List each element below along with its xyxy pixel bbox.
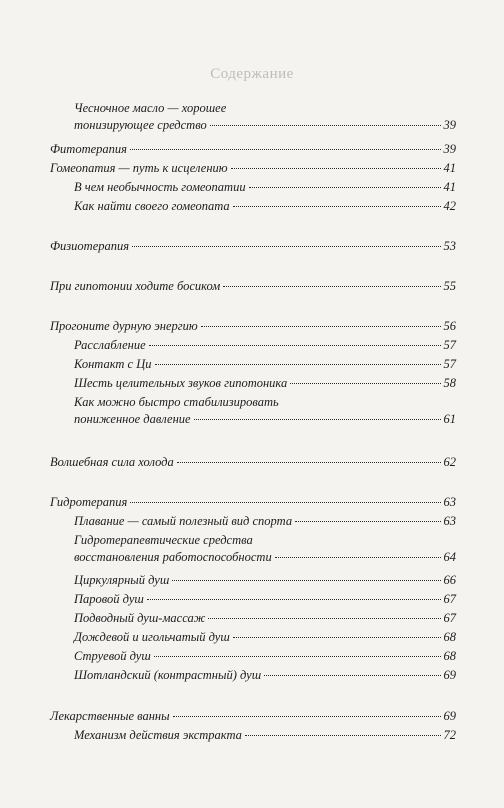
toc-entry-page: 63	[443, 495, 456, 509]
toc-entry-page: 63	[443, 514, 456, 528]
dot-leader	[208, 617, 440, 619]
dot-leader	[177, 461, 441, 463]
toc-entry-page: 61	[443, 412, 456, 426]
toc-entry-page: 53	[443, 239, 456, 253]
dot-leader	[245, 734, 441, 736]
toc-entry-title: пониженное давление	[74, 412, 191, 426]
toc-entry-title: Плавание — самый полезный вид спорта	[74, 514, 293, 528]
dot-leader	[130, 148, 441, 150]
toc-entry-title: При гипотонии ходите босиком	[50, 279, 221, 293]
toc-entry-page: 67	[443, 611, 456, 625]
toc-entry-title: Шотландский (контрастный) душ	[74, 668, 262, 682]
toc-entry-page: 58	[443, 376, 456, 390]
dot-leader	[173, 715, 441, 717]
toc-entry-title: Волшебная сила холода	[50, 455, 174, 469]
toc-entry-page: 69	[443, 668, 456, 682]
toc-entry-page: 41	[443, 180, 456, 194]
toc-entry-title: Чесночное масло — хорошее	[74, 101, 227, 115]
dot-leader	[154, 655, 441, 657]
toc-entry-page: 39	[443, 142, 456, 156]
toc-entry-title: Физиотерапия	[50, 239, 130, 253]
dot-leader	[210, 124, 441, 126]
dot-leader	[155, 363, 441, 365]
toc-entry-page: 42	[443, 199, 456, 213]
toc-entry-page: 72	[443, 728, 456, 742]
toc-entry-page: 68	[443, 649, 456, 663]
toc-entry-page: 69	[443, 709, 456, 723]
dot-leader	[201, 325, 441, 327]
toc-entry-title: Гидротерапевтические средства	[74, 533, 253, 547]
dot-leader	[130, 501, 440, 503]
toc-entry-title: Шесть целительных звуков гипотоника	[74, 376, 288, 390]
toc-entry-title: Лекарственные ванны	[50, 709, 170, 723]
toc-entry-page: 62	[443, 455, 456, 469]
toc-entry-page: 56	[443, 319, 456, 333]
dot-leader	[172, 579, 440, 581]
toc-entry-title: Подводный душ-массаж	[74, 611, 206, 625]
toc-entry-title: Дождевой и игольчатый душ	[74, 630, 230, 644]
toc-entry-title: восстановления работоспособности	[74, 550, 272, 564]
toc-entry-title: Паровой душ	[74, 592, 144, 606]
toc-entry-title: Прогоните дурную энергию	[50, 319, 198, 333]
toc-entry-title: Как найти своего гомеопата	[74, 199, 230, 213]
dot-leader	[132, 245, 440, 247]
dot-leader	[233, 636, 441, 638]
toc-entry-page: 55	[443, 279, 456, 293]
toc-entry-title: В чем необычность гомеопатии	[74, 180, 246, 194]
toc-entry-page: 57	[443, 338, 456, 352]
toc-entry-page: 64	[443, 550, 456, 564]
toc-entry-title: Гидротерапия	[50, 495, 128, 509]
toc-entry-title: Фитотерапия	[50, 142, 127, 156]
toc-entry-page: 66	[443, 573, 456, 587]
dot-leader	[223, 285, 440, 287]
toc-entry-title: Как можно быстро стабилизировать	[74, 395, 279, 409]
toc-entry-title: Гомеопатия — путь к исцелению	[50, 161, 228, 175]
toc-entry-title: тонизирующее средство	[74, 118, 207, 132]
toc-entry-title: Контакт с Ци	[74, 357, 152, 371]
toc-entry-page: 67	[443, 592, 456, 606]
dot-leader	[249, 186, 441, 188]
dot-leader	[147, 598, 441, 600]
toc-entry-page: 41	[443, 161, 456, 175]
dot-leader	[231, 167, 441, 169]
show-through-heading: Содержание	[210, 66, 294, 82]
toc-entry-page: 57	[443, 357, 456, 371]
toc-entry-title: Струевой душ	[74, 649, 151, 663]
dot-leader	[194, 418, 441, 420]
toc-entry-page: 68	[443, 630, 456, 644]
dot-leader	[290, 382, 440, 384]
toc-entry-title: Расслабление	[74, 338, 146, 352]
toc-entry-page: 39	[443, 118, 456, 132]
dot-leader	[275, 556, 441, 558]
toc-entry-title: Циркулярный душ	[74, 573, 170, 587]
dot-leader	[149, 344, 441, 346]
toc-entry-title: Механизм действия экстракта	[74, 728, 242, 742]
dot-leader	[233, 205, 441, 207]
dot-leader	[264, 674, 440, 676]
dot-leader	[295, 520, 440, 522]
